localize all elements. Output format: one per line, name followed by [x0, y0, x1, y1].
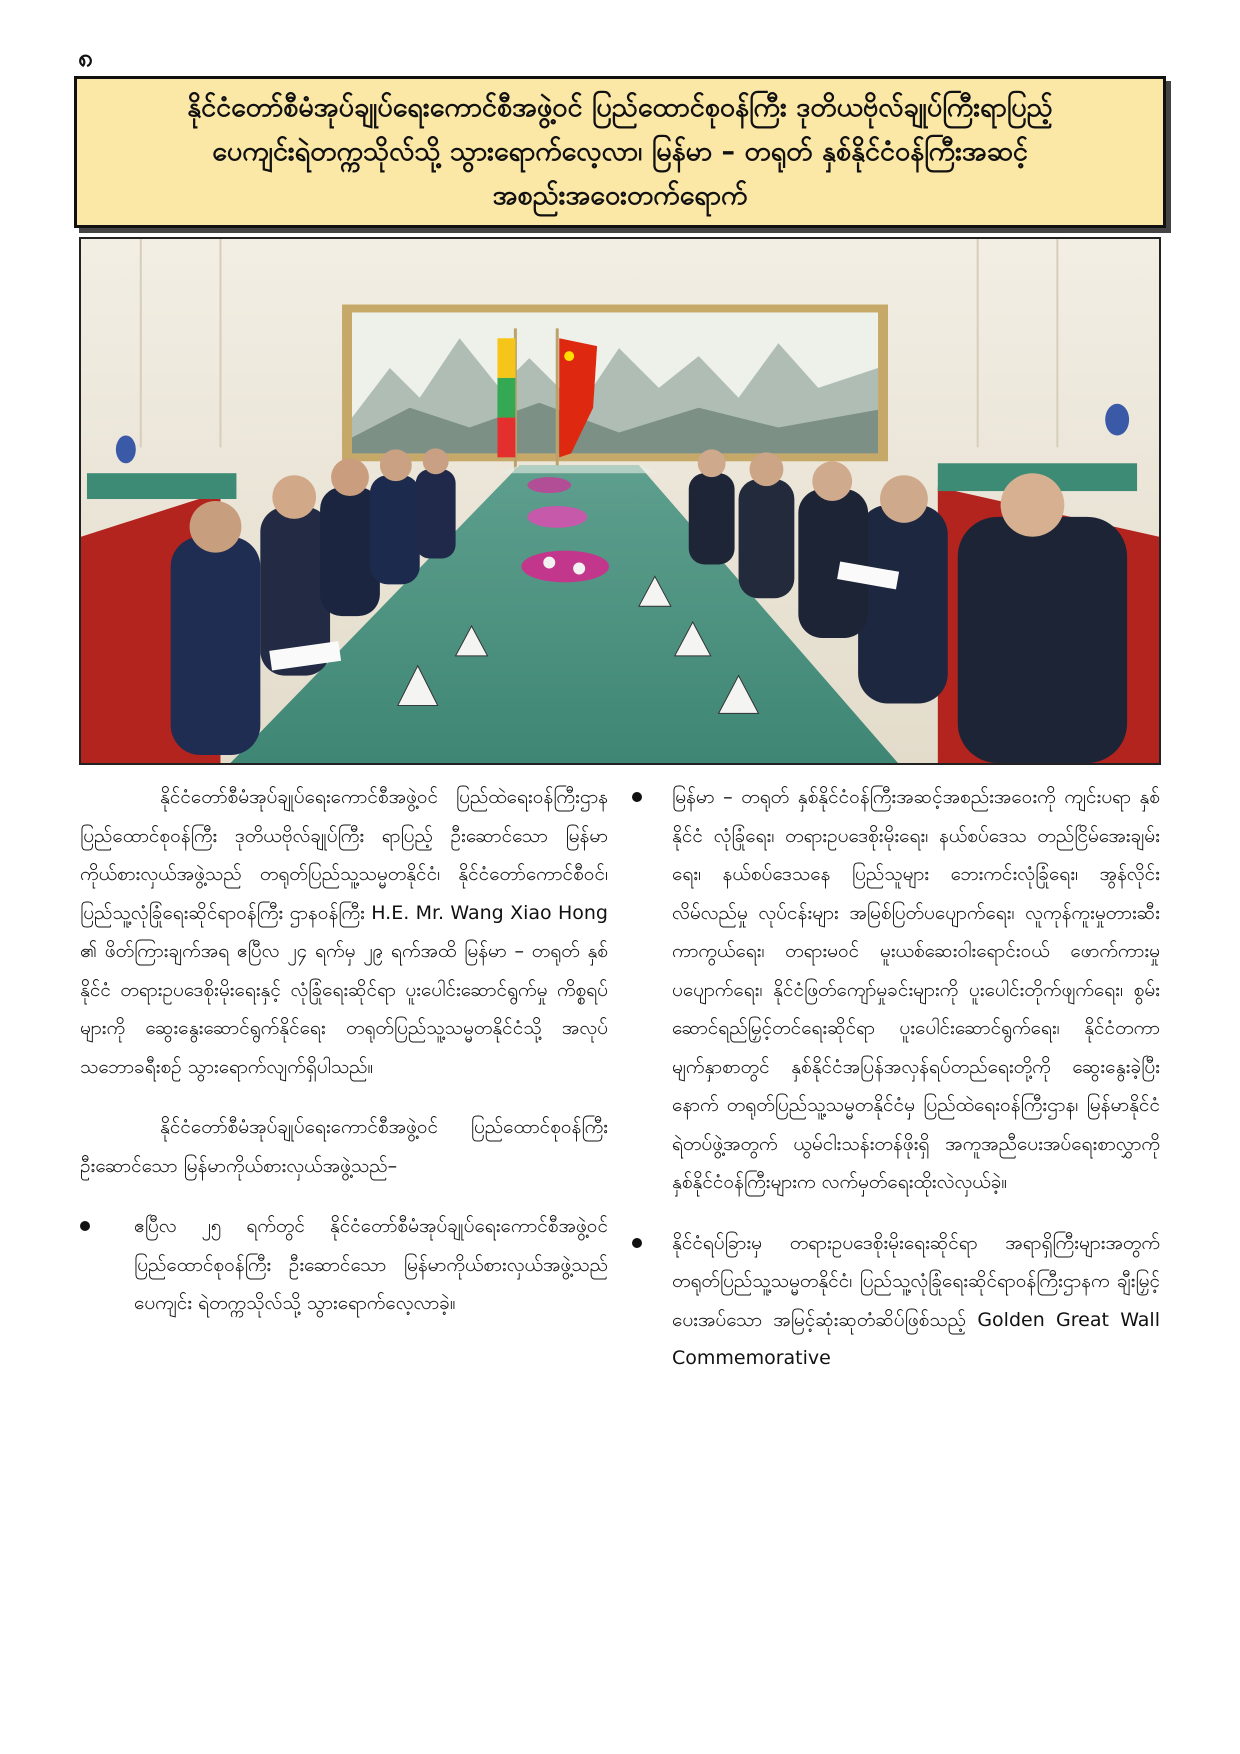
headline-line-2: ပေကျင်းရဲတက္ကသိုလ်သို့ သွားရောက်လေ့လာ၊ မြန်မာ – တရုတ် နှစ်နိုင်ငံဝန်ကြီးအဆင့်: [212, 136, 1028, 167]
flowers-2: [527, 506, 587, 528]
bullet-icon: [632, 792, 642, 802]
left-column: [80, 778, 608, 1345]
right-bullet-list: [632, 778, 1160, 1378]
flowers-1: [527, 477, 571, 493]
bullet-icon: [632, 1238, 642, 1248]
myanmar-flag: [497, 338, 515, 457]
delegation-paragraph: နိုင်ငံတော်စီမံအုပ်ချုပ်ရေးကောင်စီအဖွဲ့ဝင် ပြည်ထောင်စုဝန်ကြီး ဦးဆောင်သော မြန်မာကိုယ်စားလှယ်အဖွဲ့သည်–: [80, 1116, 608, 1177]
list-item-text: နိုင်ငံရပ်ခြားမှ တရားဥပဒေစိုးမိုးရေးဆိုင်ရာ အရာရှိကြီးများအတွက် တရုတ်ပြည်သူ့သမ္မတနိုင်ငံ၊ ပြည်သူ့လုံခြုံရေးဆိုင်ရာဝန်ကြီးဌာနက ချီးမြှင့်ပေးအပ်သော အမြင့်ဆုံးဆုတံဆိပ်ဖြစ်သည့် Golden Great Wall Commemorative: [672, 1231, 1160, 1369]
vase-left: [116, 436, 136, 464]
page-number: ၈: [78, 43, 93, 73]
headline-line-1: နိုင်ငံတော်စီမံအုပ်ချုပ်ရေးကောင်စီအဖွဲ့ဝင် ပြည်ထောင်စုဝန်ကြီး ဒုတိယဗိုလ်ချုပ်ကြီးရာပြည့်: [187, 92, 1053, 123]
list-item: [632, 778, 1160, 1202]
intro-paragraph: နိုင်ငံတော်စီမံအုပ်ချုပ်ရေးကောင်စီအဖွဲ့ဝင် ပြည်ထဲရေးဝန်ကြီးဌာန ပြည်ထောင်စုဝန်ကြီး ဒုတိယဗိုလ်ချုပ်ကြီး ရာပြည့် ဦးဆောင်သော မြန်မာကိုယ်စားလှယ်အဖွဲ့သည် တရုတ်ပြည်သူ့သမ္မတနိုင်ငံ၊ နိုင်ငံတော်ကောင်စီဝင်၊ ပြည်သူ့လုံခြုံရေးဆိုင်ရာဝန်ကြီး ဌာနဝန်ကြီး H.E. Mr. Wang Xiao Hong ၏ ဖိတ်ကြားချက်အရ ဧပြီလ ၂၄ ရက်မှ ၂၉ ရက်အထိ မြန်မာ – တရုတ် နှစ်နိုင်ငံ တရားဥပဒေစိုးမိုးရေးနှင့် လုံခြုံရေးဆိုင်ရာ ပူးပေါင်းဆောင်ရွက်မှု ကိစ္စရပ်များကို ဆွေးနွေးဆောင်ရွက်နိုင်ရေး တရုတ်ပြည်သူ့သမ္မတနိုင်ငံသို့ အလုပ်သဘောခရီးစဉ် သွားရောက်လျက်ရှိပါသည်။: [80, 786, 608, 1078]
headline-line-3: အစည်းအဝေးတက်ရောက်: [492, 180, 748, 211]
bullet-icon: [80, 1221, 90, 1231]
meeting-photo: [79, 237, 1161, 765]
list-item: [80, 1207, 608, 1323]
headline-box: [74, 76, 1166, 228]
left-bullet-list: [80, 1207, 608, 1323]
list-item-text: မြန်မာ – တရုတ် နှစ်နိုင်ငံဝန်ကြီးအဆင့်အစည်းအဝေးကို ကျင်းပရာ နှစ်နိုင်ငံ လုံခြုံရေး၊ တရားဥပဒေစိုးမိုးရေး၊ နယ်စပ်ဒေသ တည်ငြိမ်အေးချမ်းရေး၊ နယ်စပ်ဒေသနေ ပြည်သူများ ဘေးကင်းလုံခြုံရေး၊ အွန်လိုင်းလိမ်လည်မှု လုပ်ငန်းများ အမြစ်ပြတ်ပပျောက်ရေး၊ လူကုန်ကူးမှုတားဆီး ကာကွယ်ရေး၊ တရားမဝင် မူးယစ်ဆေးဝါးရောင်းဝယ် ဖောက်ကားမှု ပပျောက်ရေး၊ နိုင်ငံဖြတ်ကျော်မှုခင်းများကို ပူးပေါင်းတိုက်ဖျက်ရေး၊ စွမ်းဆောင်ရည်မြှင့်တင်ရေးဆိုင်ရာ ပူးပေါင်းဆောင်ရွက်ရေး၊ နိုင်ငံတကာမျက်နှာစာတွင် နှစ်နိုင်ငံအပြန်အလှန်ရပ်တည်ရေးတို့ကို ဆွေးနွေးခဲ့ပြီးနောက် တရုတ်ပြည်သူ့သမ္မတနိုင်ငံမှ ပြည်ထဲရေးဝန်ကြီးဌာန၊ မြန်မာနိုင်ငံရဲတပ်ဖွဲ့အတွက် ယွမ်ငါးသန်းတန်ဖိုးရှိ အကူအညီပေးအပ်ရေးစာလွှာကို နှစ်နိုင်ငံဝန်ကြီးများက လက်မှတ်ရေးထိုးလဲလှယ်ခဲ့။: [672, 786, 1160, 1193]
list-item: [632, 1224, 1160, 1378]
right-column: [632, 778, 1160, 1400]
flowers-3: [521, 551, 609, 583]
vase-right: [1105, 404, 1129, 436]
meeting-room-illustration: [81, 239, 1159, 763]
side-table-left: [87, 473, 236, 499]
list-item-text: ဧပြီလ ၂၅ ရက်တွင် နိုင်ငံတော်စီမံအုပ်ချုပ်ရေးကောင်စီအဖွဲ့ဝင် ပြည်ထောင်စုဝန်ကြီး ဦးဆောင်သော မြန်မာကိုယ်စားလှယ်အဖွဲ့သည် ပေကျင်း ရဲတက္ကသိုလ်သို့ သွားရောက်လေ့လာခဲ့။: [134, 1215, 608, 1314]
